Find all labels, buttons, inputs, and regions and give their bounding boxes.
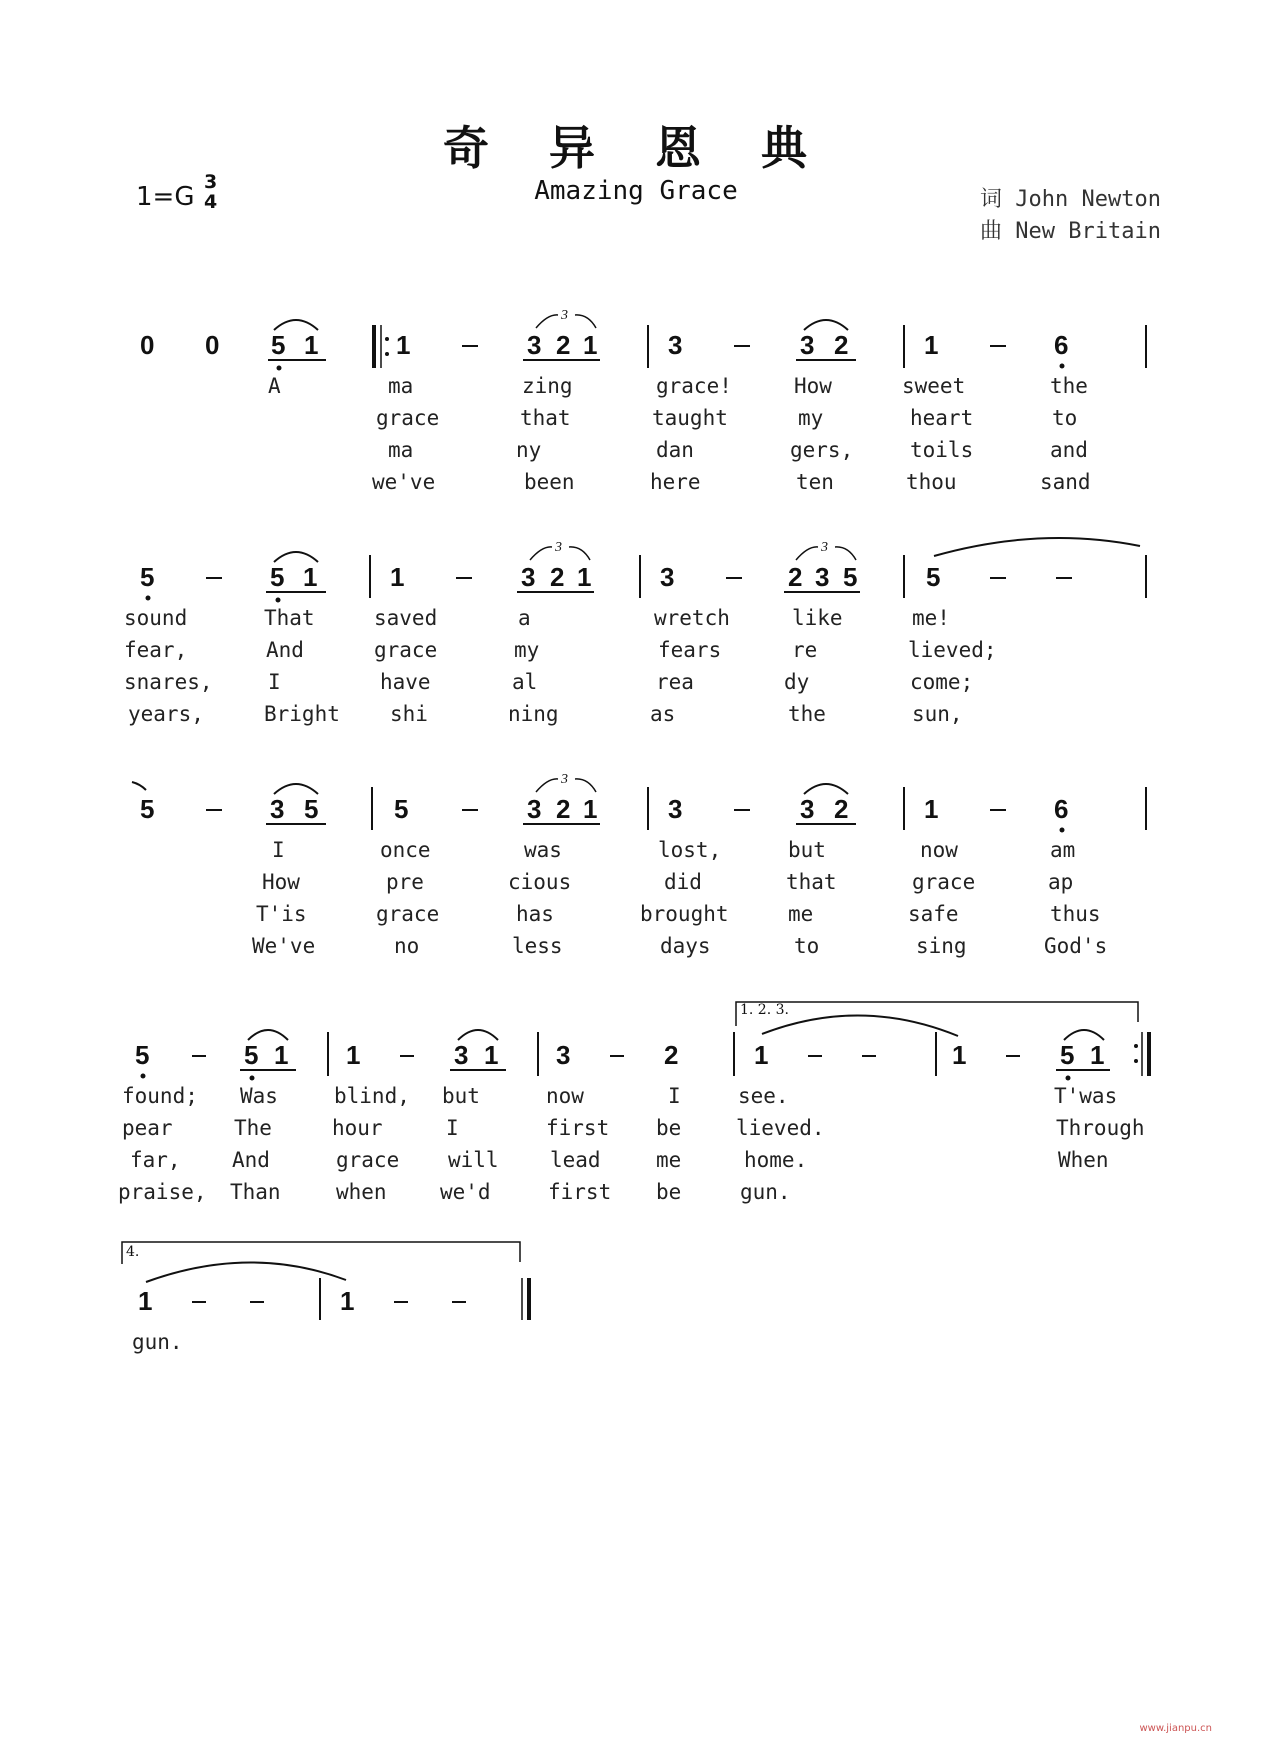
lyric-word: pear <box>122 1116 173 1140</box>
slur <box>1064 1030 1104 1040</box>
system-4 <box>135 1002 1149 1081</box>
lyric-word: T'is <box>256 902 307 926</box>
lyric-word: That <box>264 606 315 630</box>
note: 1 <box>577 562 592 592</box>
lyric-word: wretch <box>654 606 730 630</box>
page-title: 奇 异 恩 典 <box>442 121 830 175</box>
note: 1 <box>303 562 318 592</box>
lyric-word: We've <box>252 934 316 958</box>
lyric-word: sun, <box>912 702 963 726</box>
lyric-word: first <box>546 1116 610 1140</box>
note: 0 <box>140 330 155 360</box>
low-octave-dot <box>141 1074 146 1079</box>
tie <box>146 1262 346 1282</box>
lyric-word: to <box>1052 406 1078 430</box>
slur <box>274 552 318 562</box>
note: 5 <box>926 562 941 592</box>
lyric-word: sing <box>916 934 967 958</box>
lyric-word: be <box>656 1116 682 1140</box>
lyric-word: no <box>394 934 420 958</box>
lyric-word: brought <box>640 902 729 926</box>
repeat-dot <box>1134 1059 1138 1063</box>
lyric-word: and <box>1050 438 1088 462</box>
site-watermark: www.jianpu.cn <box>1139 1723 1212 1734</box>
lyric-word: sound <box>124 606 188 630</box>
slur <box>804 784 848 794</box>
low-octave-dot <box>277 366 282 371</box>
note: 3 <box>800 794 815 824</box>
lyric-word: when <box>336 1180 387 1204</box>
lyric-word: How <box>262 870 300 894</box>
lyric-word: grace <box>376 406 440 430</box>
lyric-word: grace <box>376 902 440 926</box>
note: 2 <box>556 330 571 360</box>
lyric-word: the <box>1050 374 1088 398</box>
note: 6 <box>1054 330 1069 360</box>
lyric-word: lost, <box>658 838 722 862</box>
note: 1 <box>346 1040 361 1070</box>
note: 2 <box>834 330 849 360</box>
lyric-word: snares, <box>124 670 213 694</box>
note: 5 <box>140 562 155 592</box>
triplet-3: 3 <box>555 540 562 555</box>
lyric-word: fear, <box>124 638 188 662</box>
note: 1 <box>274 1040 289 1070</box>
note: 2 <box>556 794 571 824</box>
note: 1 <box>583 794 598 824</box>
lyric-word: rea <box>656 670 694 694</box>
lyric-word: sand <box>1040 470 1091 494</box>
lyric-word: now <box>920 838 958 862</box>
note: 3 <box>668 330 683 360</box>
note: 5 <box>394 794 409 824</box>
note: 1 <box>484 1040 499 1070</box>
lyric-word: the <box>788 702 826 726</box>
lyric-word: safe <box>908 902 959 926</box>
low-octave-dot <box>146 596 151 601</box>
note: 5 <box>1060 1040 1075 1070</box>
repeat-dot <box>1134 1044 1138 1048</box>
lyric-word: we've <box>372 470 436 494</box>
system-5 <box>122 1242 529 1320</box>
lyric-word: far, <box>130 1148 181 1172</box>
note: 6 <box>1054 794 1069 824</box>
note: 1 <box>924 330 939 360</box>
lyric-word: hour <box>332 1116 383 1140</box>
lyric-word: taught <box>652 406 728 430</box>
lyric-word: When <box>1058 1148 1109 1172</box>
note: 3 <box>556 1040 571 1070</box>
note: 3 <box>527 794 542 824</box>
lyric-word: ning <box>508 702 559 726</box>
note: 1 <box>583 330 598 360</box>
lyric-word: Than <box>230 1180 281 1204</box>
time-signature-bottom: 4 <box>204 191 218 213</box>
lyric-word: that <box>786 870 837 894</box>
lyric-word: I <box>446 1116 459 1140</box>
composer-credit: 曲 New Britain <box>980 219 1161 244</box>
lyric-word: ap <box>1048 870 1074 894</box>
lyric-word: ma <box>388 438 414 462</box>
lyric-word: dan <box>656 438 694 462</box>
triplet-3: 3 <box>561 308 568 323</box>
note: 3 <box>270 794 285 824</box>
slur <box>458 1030 498 1040</box>
lyric-word: I <box>268 670 281 694</box>
lyric-word: years, <box>128 702 204 726</box>
lyric-word: gers, <box>790 438 854 462</box>
lyric-word: And <box>266 638 304 662</box>
note: 3 <box>668 794 683 824</box>
note: 1 <box>340 1286 355 1316</box>
note: 3 <box>527 330 542 360</box>
note: 0 <box>205 330 220 360</box>
lyric-word: gun. <box>132 1330 183 1354</box>
note: 3 <box>454 1040 469 1070</box>
lyric-word: but <box>442 1084 480 1108</box>
note: 1 <box>396 330 411 360</box>
lyric-word: now <box>546 1084 584 1108</box>
lyric-word: be <box>656 1180 682 1204</box>
lyric-word: has <box>516 902 554 926</box>
repeat-dot <box>385 337 389 341</box>
system-1 <box>140 308 1146 371</box>
lyric-word: have <box>380 670 431 694</box>
lyric-word: A <box>268 374 281 398</box>
lyric-word: zing <box>522 374 573 398</box>
lyric-word: lieved; <box>908 638 997 662</box>
note: 5 <box>244 1040 259 1070</box>
note: 2 <box>834 794 849 824</box>
lyric-word: al <box>512 670 538 694</box>
lyric-word: to <box>794 934 820 958</box>
lyric-word: did <box>664 870 702 894</box>
lyric-word: as <box>650 702 676 726</box>
lyric-word: ma <box>388 374 414 398</box>
tie <box>762 1015 958 1036</box>
triplet-3: 3 <box>821 540 828 555</box>
note: 1 <box>924 794 939 824</box>
lyric-word: lead <box>550 1148 601 1172</box>
lyric-word: gun. <box>740 1180 791 1204</box>
low-octave-dot <box>250 1076 255 1081</box>
repeat-dot <box>385 352 389 356</box>
lyric-word: am <box>1050 838 1076 862</box>
note: 5 <box>271 330 286 360</box>
lyric-word: I <box>668 1084 681 1108</box>
lyric-word: me <box>788 902 814 926</box>
note: 5 <box>140 794 155 824</box>
lyric-word: grace <box>912 870 976 894</box>
lyric-word: that <box>520 406 571 430</box>
lyric-word: Through <box>1056 1116 1145 1140</box>
note: 3 <box>800 330 815 360</box>
lyricist-credit: 词 John Newton <box>980 187 1161 212</box>
lyric-word: How <box>794 374 832 398</box>
lyric-word: grace <box>336 1148 400 1172</box>
slur <box>274 320 318 330</box>
key-signature: 1=G <box>136 182 195 212</box>
tie <box>934 538 1140 556</box>
note: 1 <box>138 1286 153 1316</box>
lyric-word: I <box>272 838 285 862</box>
note: 5 <box>304 794 319 824</box>
lyric-word: shi <box>390 702 428 726</box>
note: 1 <box>390 562 405 592</box>
lyric-word: home. <box>744 1148 808 1172</box>
note: 1 <box>1090 1040 1105 1070</box>
lyric-word: me <box>656 1148 682 1172</box>
note: 2 <box>550 562 565 592</box>
lyric-word: Bright <box>264 702 340 726</box>
lyric-word: will <box>448 1148 499 1172</box>
note: 2 <box>664 1040 679 1070</box>
lyric-word: my <box>798 406 824 430</box>
lyric-word: my <box>514 638 540 662</box>
note: 3 <box>660 562 675 592</box>
time-signature-top: 3 <box>204 171 218 193</box>
ending-bracket <box>122 1242 520 1264</box>
lyric-word: we'd <box>440 1180 491 1204</box>
lyric-word: blind, <box>334 1084 410 1108</box>
lyric-word: ny <box>516 438 542 462</box>
lyric-word: once <box>380 838 431 862</box>
lyric-word: days <box>660 934 711 958</box>
lyric-word: dy <box>784 670 810 694</box>
lyric-word: me! <box>912 606 950 630</box>
triplet-3: 3 <box>561 772 568 787</box>
slur <box>274 784 318 794</box>
note: 5 <box>135 1040 150 1070</box>
lyric-word: toils <box>910 438 974 462</box>
low-octave-dot <box>1060 828 1065 833</box>
low-octave-dot <box>276 598 281 603</box>
lyric-word: saved <box>374 606 438 630</box>
lyric-word: grace <box>374 638 438 662</box>
lyric-word: but <box>788 838 826 862</box>
lyric-word: here <box>650 470 701 494</box>
note: 5 <box>270 562 285 592</box>
lyric-word: cious <box>508 870 572 894</box>
tie-end <box>132 782 146 790</box>
lyric-word: grace! <box>656 374 732 398</box>
system-3 <box>132 772 1146 833</box>
note: 5 <box>843 562 858 592</box>
lyric-word: praise, <box>118 1180 207 1204</box>
note: 3 <box>521 562 536 592</box>
lyric-word: less <box>512 934 563 958</box>
slur <box>248 1030 288 1040</box>
lyric-word: first <box>548 1180 612 1204</box>
lyric-word: pre <box>386 870 424 894</box>
lyric-word: Was <box>240 1084 278 1108</box>
lyric-word: a <box>518 606 531 630</box>
lyric-word: The <box>234 1116 272 1140</box>
note: 1 <box>754 1040 769 1070</box>
lyric-word: found; <box>122 1084 198 1108</box>
lyric-word: been <box>524 470 575 494</box>
note: 3 <box>815 562 830 592</box>
slur <box>804 320 848 330</box>
lyric-word: T'was <box>1054 1084 1118 1108</box>
lyric-word: re <box>792 638 818 662</box>
note: 1 <box>304 330 319 360</box>
lyric-word: lieved. <box>736 1116 825 1140</box>
lyric-word: And <box>232 1148 270 1172</box>
lyric-word: see. <box>738 1084 789 1108</box>
low-octave-dot <box>1060 364 1065 369</box>
lyric-word: heart <box>910 406 974 430</box>
ending-label-first: 1. 2. 3. <box>740 1002 789 1018</box>
note: 1 <box>952 1040 967 1070</box>
lyric-word: fears <box>658 638 722 662</box>
system-2 <box>140 538 1146 603</box>
lyric-word: was <box>524 838 562 862</box>
ending-label-last: 4. <box>126 1244 140 1260</box>
note: 2 <box>788 562 803 592</box>
lyric-word: like <box>792 606 843 630</box>
low-octave-dot <box>1066 1076 1071 1081</box>
lyric-word: God's <box>1044 934 1108 958</box>
lyric-word: thus <box>1050 902 1101 926</box>
lyric-word: thou <box>906 470 957 494</box>
lyric-word: ten <box>796 470 834 494</box>
page-subtitle: Amazing Grace <box>534 176 738 206</box>
lyric-word: come; <box>910 670 974 694</box>
lyric-word: sweet <box>902 374 966 398</box>
